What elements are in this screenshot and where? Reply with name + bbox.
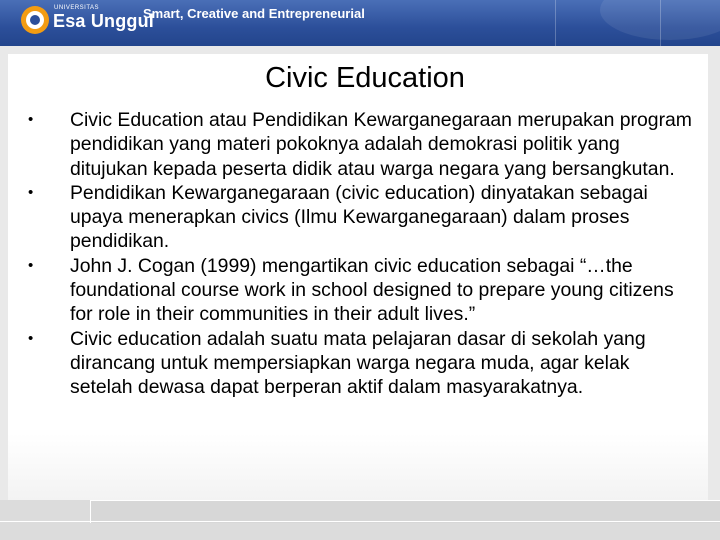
header-divider [660,0,661,46]
footer-bar [0,500,720,540]
university-logo [20,2,155,42]
header-tagline: Smart, Creative and Entrepreneurial [143,6,365,21]
footer-strip [90,500,720,523]
footer-line [0,521,720,522]
bullet-icon: • [28,183,34,201]
bullet-item [28,254,693,327]
bullet-icon: • [28,111,34,128]
bullet-text: John J. Cogan (1999) mengartikan civic education sebagai “…the foundational course work in school designed to prepare young citizens for role in their communities in their adult lives.” [70,254,674,326]
bullet-list [28,108,693,400]
logo-emblem-icon [20,5,50,35]
bullet-text: Civic education adalah suatu mata pelajaran dasar di sekolah yang dirancang untuk mempersiapkan warga negara muda, agar kelak setelah dewasa dapat berperan aktif dalam masyarakatnya. [70,327,646,399]
slide-title: Civic Education [265,62,465,94]
header-divider [555,0,556,46]
bullet-icon: • [28,329,34,347]
logo-subtext: UNIVERSITAS [54,5,100,11]
header-banner [0,0,720,46]
logo-name: Esa Unggul [53,11,155,31]
bullet-item [28,327,693,400]
bullet-text: Pendidikan Kewarganegaraan (civic education) dinyatakan sebagai upaya menerapkan civics (Ilmu Kewarganegaraan) dalam proses pendidikan. [70,181,648,253]
bullet-item [28,108,693,181]
bullet-item [28,181,693,254]
bullet-text: Civic Education atau Pendidikan Kewarganegaraan merupakan program pendidikan yang materi pokoknya adalah demokrasi politik yang ditujukan kepada peserta didik atau warga negara yang bersangkutan. [70,109,692,180]
bullet-icon: • [28,256,34,274]
